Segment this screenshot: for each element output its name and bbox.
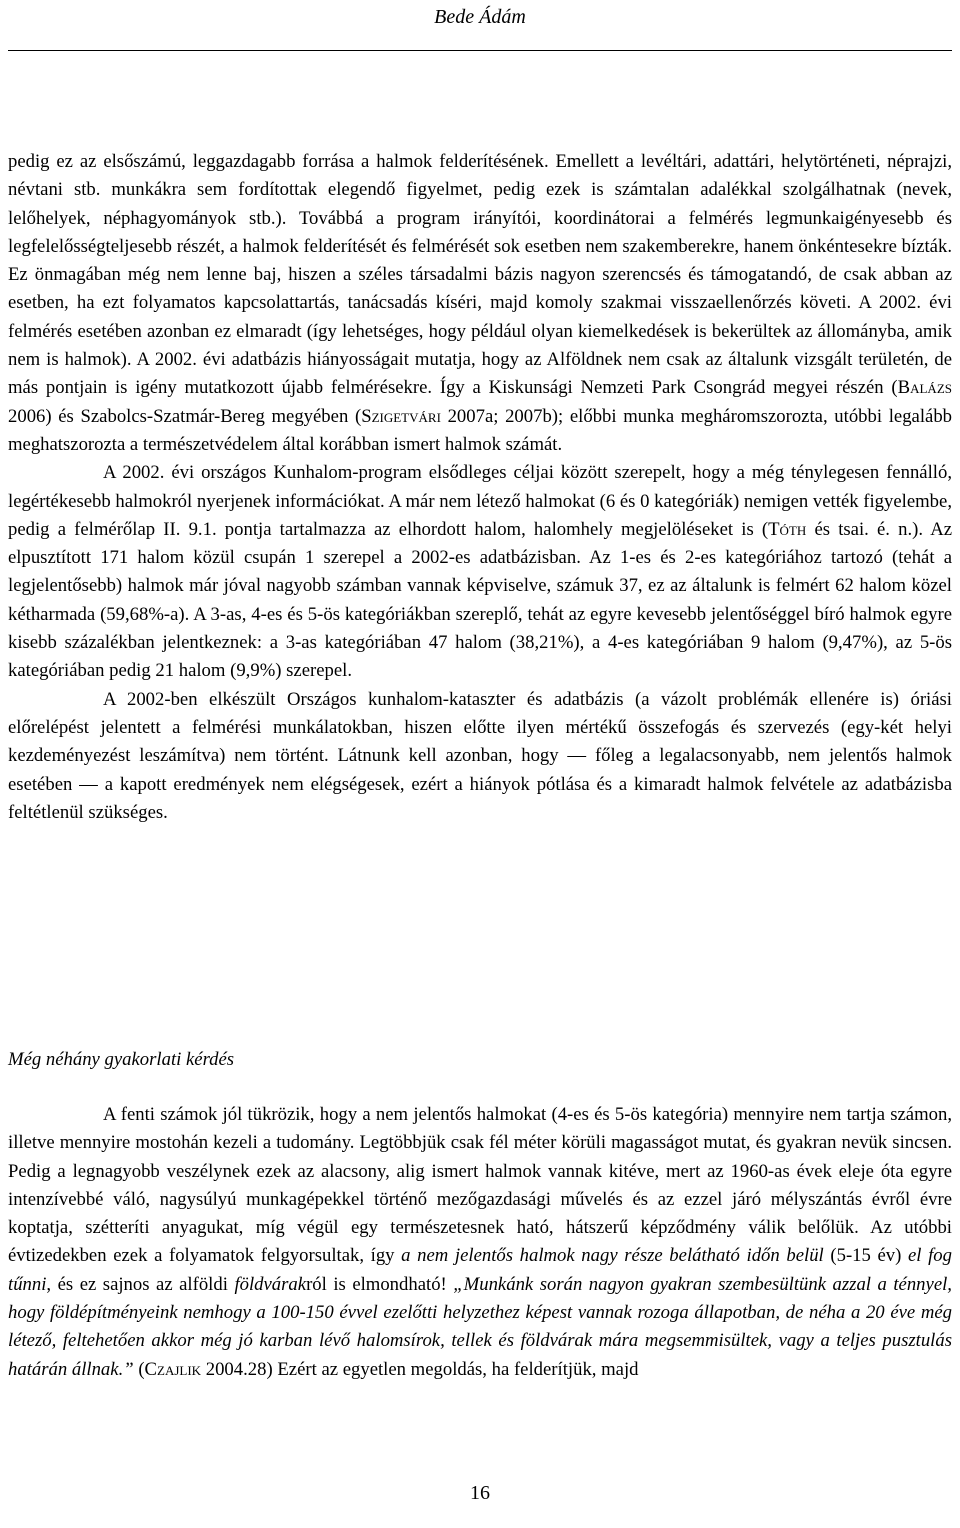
text-run: 2007a; 2007b); előbbi munka megháromszorozta, utóbbi legalább meghatszorozta a természetvédelem által korábban ismert halmok számát. xyxy=(8,405,953,455)
text-run: A 2002-ben elkészült Országos kunhalom-kataszter és adatbázis (a vázolt problémák ellenére is) óriási előrelépést jelentett a felmérési munkálatokban, hiszen előtte ilyen mértékű összefogás és szervezés (egy-két helyi kezdeményezést leszámítva) nem történt. Látnunk kell azonban, hogy — főleg a legalacsonyabb, nem jelentős halmok esetében — a kapott eredmények nem elégségesek, ezért a hiányok pótlása és a kimaradt halmok felvétele az adatbázisba feltétlenül szükséges. xyxy=(8,688,952,823)
text-run: pedig ez az elsőszámú, leggazdagabb forrása a halmok felderítésének. Emellett a levéltári, adattári, helytörténeti, néprajzi, névtani stb. munkákra sem fordítottak elegendő figyelmet, pedig ezek is számtalan adalékkal szolgálhatnak (nevek, lelőhelyek, néphagyományok stb.). Továbbá a program irányítói, koordinátorai a felmérés legmunkaigényesebb és legfelelősségteljesebb részét, a halmok felderítését és felmérését sok esetben nem szakemberekre, hanem önkéntesekre bízták. Ez önmagában még nem lenne baj, hiszen a széles társadalmi bázis nagyon szerencsés és támogatandó, de csak abban az esetben, ha ezt folyamatos kapcsolattartás, tanácsadás kíséri, majd komoly szakmai visszaellenőrzés követi. A 2002. évi felmérés esetében azonban ez elmaradt (így lehetséges, hogy például olyan kiemelkedések is bekerültek az állományba, amik nem is halmok). A 2002. évi adatbázis hiányosságait mutatja, hogy az Alföldnek nem csak az általunk vizsgált területén, de más pontjain is igény mutatkozott újabb felmérésekre. Így a Kiskunsági Nemzeti Park Csongrád megyei részén ( xyxy=(8,151,952,399)
emphasis: földvárak xyxy=(234,1273,307,1295)
author-citation: Szigetvári xyxy=(361,405,441,427)
page-number: 16 xyxy=(470,1482,490,1504)
text-run: és tsai. é. n.). Az elpusztított 171 halom közül csupán 1 szerepel a 2002-es adatbázisban. Az 1-es és 2-es kategóriához tartozó (tehát a legjelentősebb) halmok már jóval nagyobb számban vannak képviselve, számuk 37, ez az általunk is felmért 62 halom közel kétharmada (59,68%-a). A 3-as, 4-es és 5-ös kategóriákban szereplő, tehát az egyre kevesebb jelentőséggel bíró halmok egyre kisebb százalékban jelentkeznek: a 3-as kategóriában 47 halom (38,21%), a 4-es kategóriában 9 halom (9,47%), az 5-ös kategóriában pedig 21 halom (9,9%) szerepel. xyxy=(8,518,952,682)
paragraph xyxy=(8,459,952,685)
body-text xyxy=(8,1101,952,1384)
text-run: ról is elmondható! xyxy=(306,1273,454,1295)
body-text xyxy=(8,148,952,827)
emphasis: el fog tűnni xyxy=(8,1245,952,1295)
running-header: Bede Ádám xyxy=(434,6,526,28)
author-citation: Balázs xyxy=(897,377,952,399)
text-run: 2004.28) Ezért az egyetlen megoldás, ha felderítjük, majd xyxy=(201,1358,639,1380)
text-run: (5-15 év) xyxy=(823,1245,908,1267)
text-run: A 2002. évi országos Kunhalom-program elsődleges céljai között szerepelt, hogy a még ténylegesen fennálló, legértékesebb halmokról nyerjenek információkat. A már nem létező halmokat (6 és 0 kategóriák) nemigen vették figyelembe, pedig a felmérőlap II. 9.1. pontja tartalmazza az elhordott halom, halomhely megjelöléseket is ( xyxy=(8,462,952,540)
paragraph xyxy=(8,686,952,827)
emphasis: a nem jelentős halmok nagy része belátható időn belül xyxy=(401,1245,824,1267)
text-run: ( xyxy=(133,1358,145,1380)
author-citation: Czajlik xyxy=(144,1358,202,1380)
author-citation: Tóth xyxy=(768,518,807,540)
text-run: 2006) és Szabolcs-Szatmár-Bereg megyében ( xyxy=(8,405,362,427)
header-rule xyxy=(8,50,952,51)
text-run: , és ez sajnos az alföldi xyxy=(46,1273,235,1295)
paragraph xyxy=(8,1101,952,1384)
section-heading: Még néhány gyakorlati kérdés xyxy=(8,1049,235,1070)
block-quote: „Munkánk során nagyon gyakran szembesültünk azzal a ténnyel, hogy földépítményeink nemhogy a 100-150 évvel ezelőtti helyzethez képest vannak rozoga állapotban, de néha a 20 éve még létező, feltehetően akkor még jó karban lévő halomsírok, tellek és földvárak mára megsemmisültek, vagy a teljes pusztulás határán állnak.” xyxy=(8,1273,952,1380)
text-run: A fenti számok jól tükrözik, hogy a nem jelentős halmokat (4-es és 5-ös kategória) mennyire nem tartja számon, illetve mennyire mostohán kezeli a tudomány. Legtöbbjük csak fél méter körüli magasságot mutat, és gyakran nevük sincsen. Pedig a legnagyobb veszélynek ezek az alacsony, alig ismert halmok vannak kitéve, mert az 1960-as évek eleje óta egyre intenzívebbé váló, nagysúlyú munkagépekkel történő mezőgazdasági művelés és az ezzel járó mélyszántás évről évre koptatja, szétteríti anyagukat, míg végül egy természetesnek ható, hátszerű képződmény válik belőlük. Az utóbbi évtizedekben ezek a folyamatok felgyorsultak, így xyxy=(8,1104,952,1267)
paragraph xyxy=(8,148,952,459)
